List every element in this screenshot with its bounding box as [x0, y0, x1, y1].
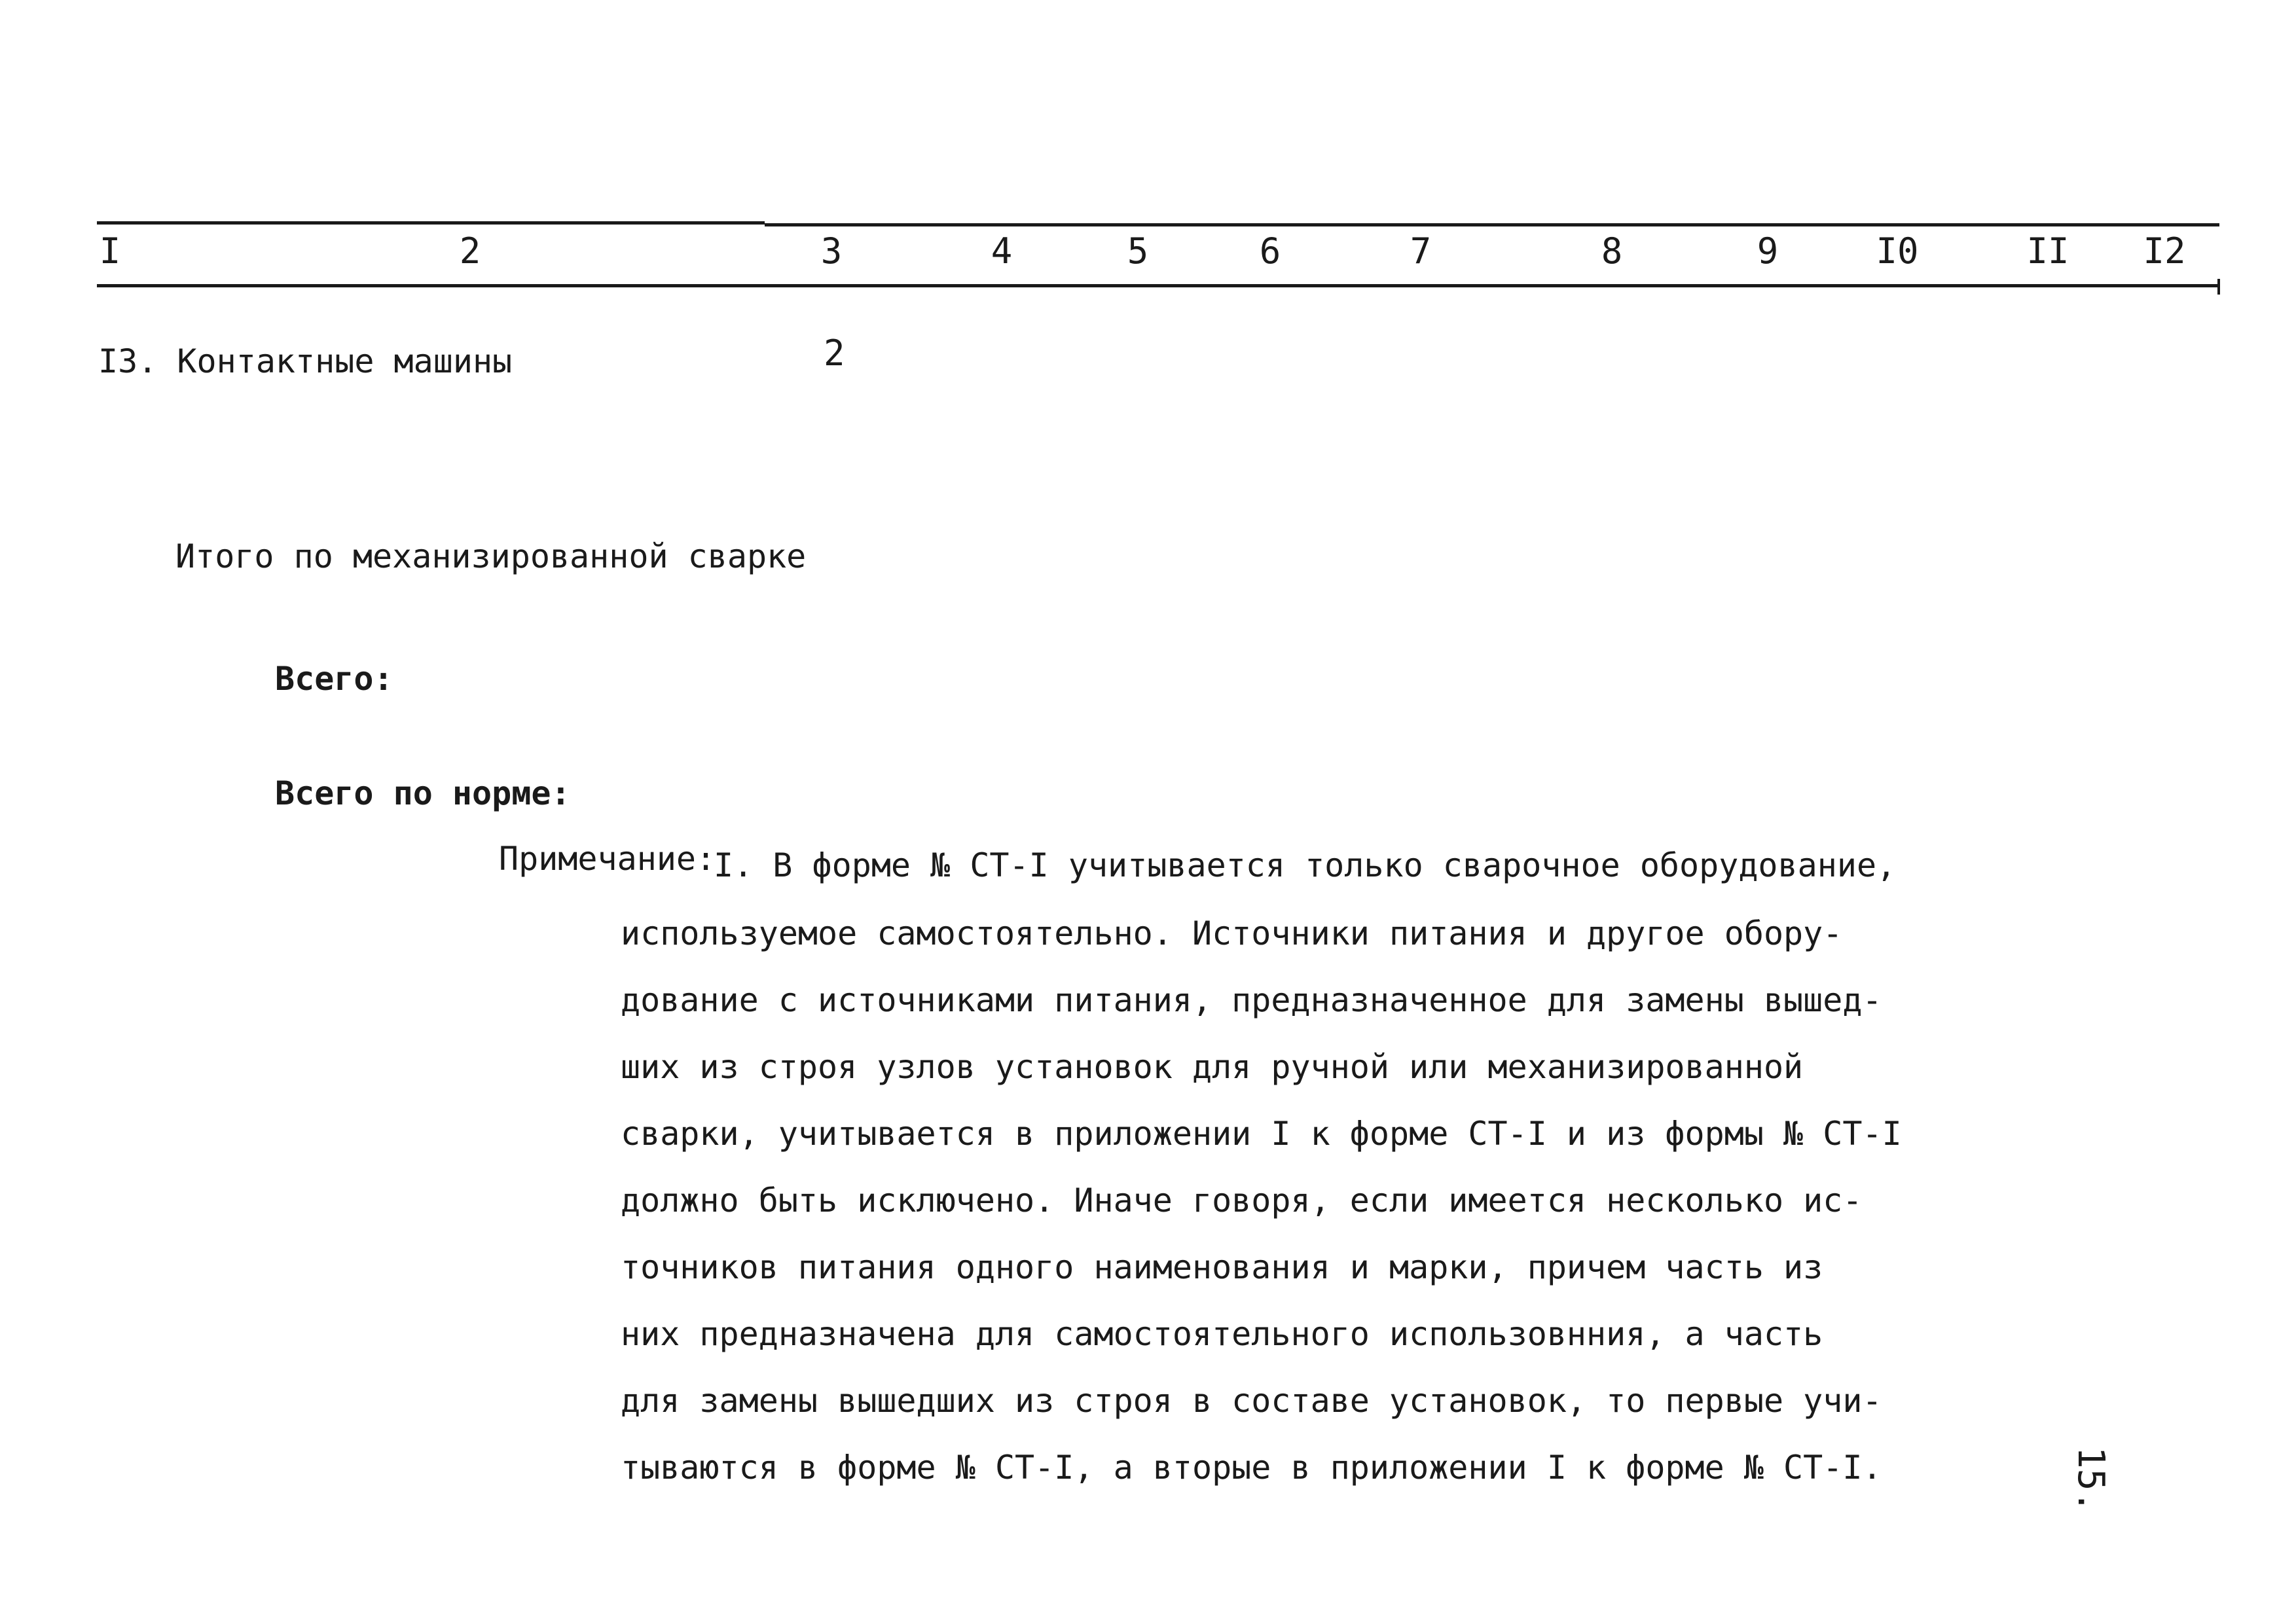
table-header-bottom-rule: [97, 284, 2219, 287]
table-rule-end-tick: [2217, 279, 2220, 295]
note-line-9: для замены вышедших из строя в составе установок, то первые учи-: [621, 1382, 1882, 1420]
column-number-2: 2: [459, 230, 481, 272]
note-line-5: сварки, учитывается в приложении I к форме СТ-I и из формы № СТ-I: [621, 1115, 1902, 1153]
column-number-9: 9: [1757, 230, 1779, 272]
row-13-col3-value: 2: [824, 333, 845, 374]
column-number-7: 7: [1410, 230, 1432, 272]
column-number-8: 8: [1601, 230, 1623, 272]
column-number-12: I2: [2143, 230, 2186, 272]
table-top-rule-right: [765, 223, 2219, 226]
page-number: 15.: [2069, 1447, 2112, 1513]
column-number-4: 4: [991, 230, 1013, 272]
note-line-7: точников питания одного наименования и марки, причем часть из: [621, 1248, 1823, 1286]
row-13-label: I3. Контактные машины: [98, 342, 513, 380]
note-line-8: них предназначена для самостоятельного использовнния, а часть: [621, 1315, 1823, 1353]
note-prefix: Примечание:: [499, 840, 716, 878]
column-number-5: 5: [1127, 230, 1149, 272]
total-all-label: Всего:: [275, 660, 393, 698]
note-line-4: ших из строя узлов установок для ручной или механизированной: [621, 1048, 1804, 1086]
total-mechanized-label: Итого по механизированной сварке: [175, 537, 807, 575]
note-line-6: должно быть исключено. Иначе говоря, если имеется несколько ис-: [621, 1182, 1863, 1219]
column-number-6: 6: [1259, 230, 1281, 272]
note-line-3: дование с источниками питания, предназначенное для замены вышед-: [621, 981, 1882, 1019]
column-number-1: I: [99, 230, 121, 272]
note-line-2: используемое самостоятельно. Источники питания и другое обору-: [621, 914, 1843, 952]
note-line-10: тываются в форме № СТ-I, а вторые в приложении I к форме № СТ-I.: [621, 1449, 1882, 1487]
total-norm-label: Всего по норме:: [275, 774, 571, 812]
note-line-1: I. В форме № СТ-I учитывается только сварочное оборудование,: [714, 846, 1897, 884]
column-number-11: II: [2026, 230, 2069, 272]
table-top-rule-left: [97, 221, 765, 225]
column-number-3: 3: [820, 230, 843, 272]
column-number-10: I0: [1876, 230, 1919, 272]
